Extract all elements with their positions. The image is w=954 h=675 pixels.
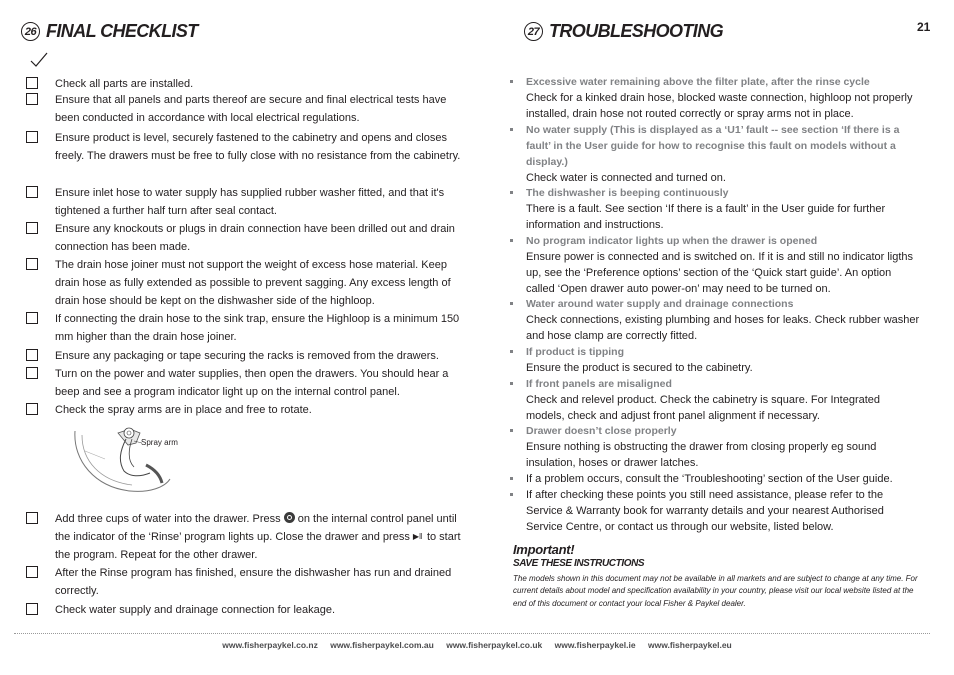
add-water-text-3: to start the program. Repeat for the other drawer. [55,531,461,561]
checkbox[interactable] [26,403,38,415]
checkmark-icon [29,51,49,69]
troubleshooting-body: If after checking these points you still need assistance, please refer to the Service & Warranty book for warranty details and your nearest Authorised Service Centre, or contact us through our website, listed below. [526,489,884,533]
checklist-section-number: 26 [21,22,40,41]
checkbox[interactable] [26,349,38,361]
checklist-item-text: Ensure that all panels and parts thereof are secure and final electrical tests have been conducted in accordance with local electrical regulations. [55,94,447,124]
checkbox[interactable] [26,222,38,234]
checklist-item-text: Check the spray arms are in place and free to rotate. [55,404,312,416]
add-water-text-2: on the internal control panel until the indicator of the ‘Rinse’ program lights up. Close the drawer and press [55,513,457,543]
bullet [510,80,513,83]
checkbox[interactable] [26,186,38,198]
bullet [510,191,513,194]
troubleshooting-heading: If product is tipping [526,346,624,358]
bullet [510,302,513,305]
troubleshooting-heading: Water around water supply and drainage connections [526,298,794,310]
checklist-item-text: Check all parts are installed. [55,78,194,90]
bullet [510,128,513,131]
footer-link[interactable]: www.fisherpaykel.co.uk [446,640,543,650]
footer-link[interactable]: www.fisherpaykel.co.nz [222,640,318,650]
important-heading: Important! [513,542,575,557]
troubleshooting-heading: Drawer doesn’t close properly [526,425,677,437]
footer-divider [14,633,930,634]
add-water-text-1: Add three cups of water into the drawer. Press [55,513,284,525]
troubleshooting-body: Ensure the product is secured to the cabinetry. [526,362,753,374]
checkbox[interactable] [26,603,38,615]
troubleshooting-title: TROUBLESHOOTING [549,21,723,41]
checklist-item-text: Ensure product is level, securely fastened to the cabinetry and opens and closes freely. The drawers must be free to fully close with no resistance from the cabinetry. [55,132,461,162]
bullet [510,382,513,385]
checkbox[interactable] [26,131,38,143]
bullet [510,429,513,432]
bullet [510,477,513,480]
troubleshooting-body: Check connections, existing plumbing and hoses for leaks. Check rubber washer and hose clamp are correctly fitted. [526,314,920,342]
footer-links [0,640,954,650]
bullet [510,493,513,496]
troubleshooting-body: Check water is connected and turned on. [526,172,726,184]
checkbox[interactable] [26,512,38,524]
troubleshooting-header [524,21,723,42]
troubleshooting-body: There is a fault. See section ‘If there is a fault’ in the User guide for further information and instructions. [526,203,886,231]
checklist-item-text: After the Rinse program has finished, ensure the dishwasher has run and drained correctly. [55,567,452,597]
footer-link[interactable]: www.fisherpaykel.com.au [330,640,434,650]
figure-label: Spray arm [141,438,178,447]
disclaimer-text: The models shown in this document may not be available in all markets and are subject to change at any time. For current details about model and specification availability in your country, please visit our local website listed at the end of this document or contact your local Fisher & Paykel dealer. [513,574,918,608]
program-button-icon [284,512,295,523]
checkbox[interactable] [26,367,38,379]
start-pause-icon: ▶‖ [412,532,423,541]
checklist-item-text: Ensure inlet hose to water supply has supplied rubber washer fitted, and that it's tightened a further half turn after seal contact. [55,187,445,217]
troubleshooting-heading: No water supply (This is displayed as a ‘U1’ fault -- see section ‘If there is a fault’ in the User guide for how to recognise this fault on models without a display.) [526,124,900,168]
footer-link[interactable]: www.fisherpaykel.eu [647,640,732,650]
troubleshooting-body: Ensure power is connected and is switched on. If it is and still no indicator ligths up, see the ‘Preference options’ section of the ‘Quick start guide’. An option called ‘Open drawer auto power-on’ may need to be turned on. [526,251,914,295]
checkbox[interactable] [26,312,38,324]
checkbox[interactable] [26,258,38,270]
save-instructions-heading: SAVE THESE INSTRUCTIONS [513,558,645,569]
troubleshooting-body: Check for a kinked drain hose, blocked waste connection, highloop not properly installed, drain hose not routed correctly or spray arms not in place. [526,92,913,120]
checklist-item-text: Turn on the power and water supplies, then open the drawers. You should hear a beep and see a program indicator light up on the internal control panel. [55,368,449,398]
troubleshooting-heading: The dishwasher is beeping continuously [526,187,729,199]
bullet [510,239,513,242]
checklist-item-text: If connecting the drain hose to the sink trap, ensure the Highloop is a minimum 150 mm higher than the drain hose joiner. [55,313,460,343]
page-number: 21 [917,20,931,34]
troubleshooting-body: Check and relevel product. Check the cabinetry is square. For Integrated models, check and adjust front panel alignment if necessary. [526,394,881,422]
checklist-item-text: Check water supply and drainage connection for leakage. [55,604,336,616]
checklist-item-text: Ensure any knockouts or plugs in drain connection have been drilled out and drain connection has been made. [55,223,455,253]
checklist-item-text: The drain hose joiner must not support the weight of excess hose material. Keep drain hose as fully extended as possible to prevent sagging. Any excess length of drain hose should be kept on the dishwasher side of the highloop. [55,259,451,307]
troubleshooting-section-number: 27 [524,22,543,41]
troubleshooting-body: Ensure nothing is obstructing the drawer from closing properly eg sound insulation, hoses or drawer latches. [526,441,877,469]
troubleshooting-heading: Excessive water remaining above the filter plate, after the rinse cycle [526,76,870,88]
troubleshooting-heading: No program indicator lights up when the drawer is opened [526,235,818,247]
checkbox[interactable] [26,77,38,89]
checklist-item-text: Ensure any packaging or tape securing the racks is removed from the drawers. [55,350,439,362]
checkbox[interactable] [26,93,38,105]
checklist-item-text [55,510,465,564]
troubleshooting-body: If a problem occurs, consult the ‘Troubleshooting’ section of the User guide. [526,473,893,485]
bullet [510,350,513,353]
checklist-header [21,21,198,42]
footer-link[interactable]: www.fisherpaykel.ie [554,640,636,650]
troubleshooting-heading: If front panels are misaligned [526,378,672,390]
checkbox[interactable] [26,566,38,578]
spray-arm-illustration [70,421,190,493]
checklist-title: FINAL CHECKLIST [46,21,198,41]
